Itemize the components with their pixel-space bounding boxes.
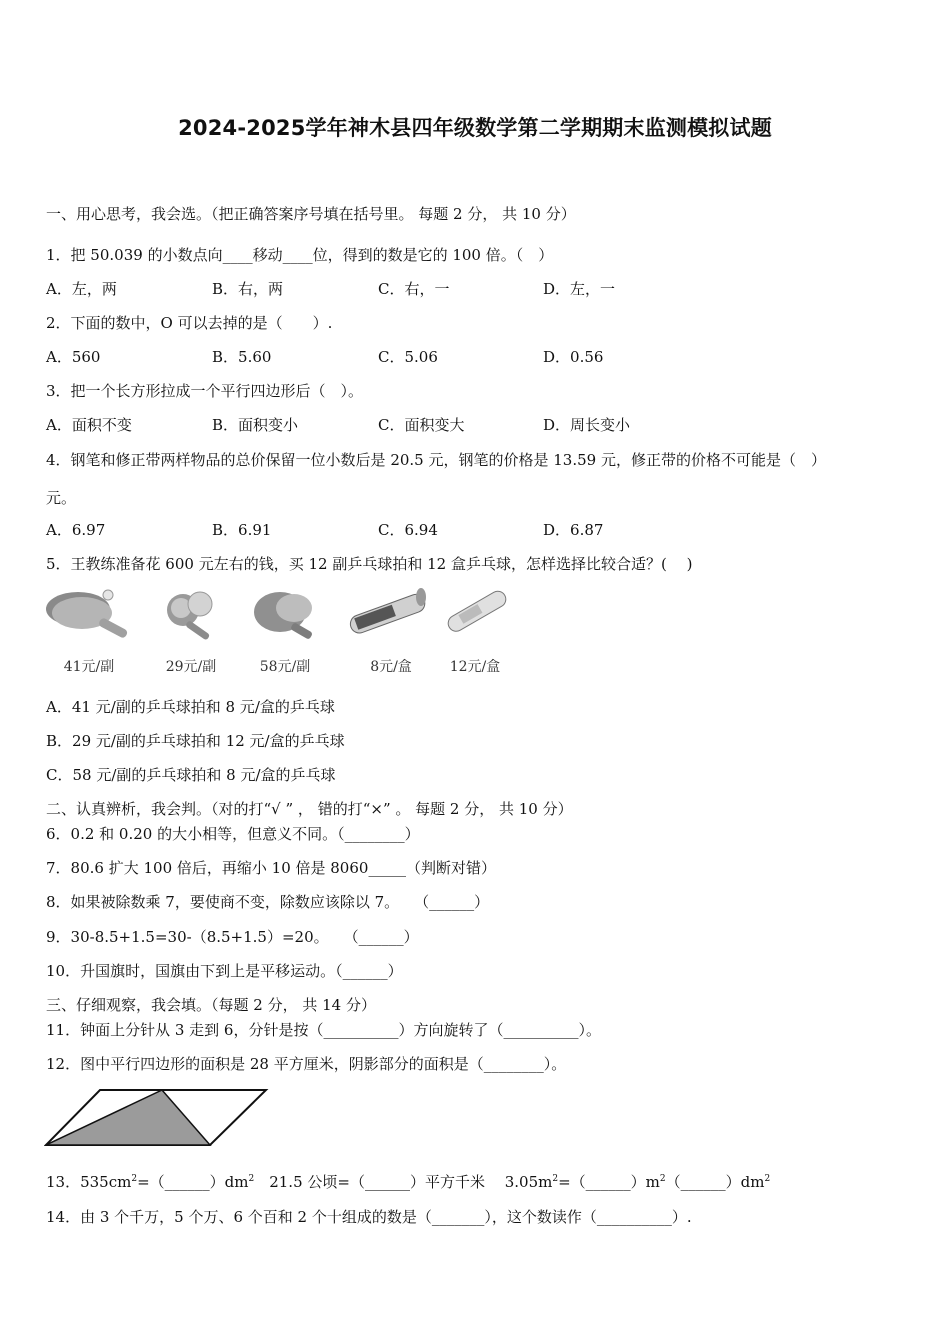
caption-paddle-41: 41元/副: [63, 659, 115, 675]
q3-option-d[interactable]: D．周长变小: [543, 416, 631, 434]
caption-paddle-29: 29元/副: [165, 659, 217, 675]
q4-option-a[interactable]: A．6.97: [46, 521, 106, 539]
question-6: 6．0.2 和 0.20 的大小相等，但意义不同。（________）: [46, 825, 420, 843]
q1-option-b[interactable]: B．右，两: [212, 280, 284, 298]
question-14: 14．由 3 个千万，5 个万、6 个百和 2 个十组成的数是（_______），这个数读作（__________）.: [46, 1208, 692, 1226]
q4-option-b[interactable]: B．6.91: [212, 521, 272, 539]
paddle-58-image: [250, 588, 325, 650]
paddle-29-image: [155, 588, 225, 650]
caption-ball-12: 12元/盒: [449, 659, 501, 675]
question-8: 8．如果被除数乘 7，要使商不变，除数应该除以 7。 （______）: [46, 893, 490, 911]
q2-option-a[interactable]: A．560: [46, 348, 101, 366]
ball-box-8-image: [345, 585, 430, 647]
q5-option-a[interactable]: A．41 元/副的乒乓球拍和 8 元/盒的乒乓球: [46, 698, 335, 716]
question-10: 10．升国旗时，国旗由下到上是平移运动。（______）: [46, 962, 403, 980]
parallelogram-figure: [44, 1088, 270, 1148]
question-2: 2．下面的数中，O 可以去掉的是（ ）.: [46, 314, 333, 332]
question-7: 7．80.6 扩大 100 倍后，再缩小 10 倍是 8060_____（判断对错）: [46, 859, 496, 877]
paddle-41-image: [42, 585, 137, 650]
question-1: 1．把 50.039 的小数点向____移动____位，得到的数是它的 100 倍。（ ）: [46, 246, 554, 264]
question-13: 13．$535cm^2=(\_\_\_\_\_\_)dm^2$ 21.5 公顷=（______）平方千米 $3.05m^2=(\_\_\_\_\_\_)m^2(\_\_\_\_\_\_)dm^2$: [46, 1173, 771, 1191]
q3-option-b[interactable]: B．面积变小: [212, 416, 299, 434]
q5-option-c[interactable]: C．58 元/副的乒乓球拍和 8 元/盒的乒乓球: [46, 766, 336, 784]
question-12: 12．图中平行四边形的面积是 28 平方厘米，阴影部分的面积是（________）。: [46, 1055, 567, 1073]
question-9: 9．30-8.5+1.5=30-（8.5+1.5）=20。 （______）: [46, 928, 419, 946]
q1-option-c[interactable]: C．右，一: [378, 280, 450, 298]
question-3: 3．把一个长方形拉成一个平行四边形后（ ）。: [46, 382, 364, 400]
q2-option-d[interactable]: D．0.56: [543, 348, 604, 366]
q2-option-b[interactable]: B．5.60: [212, 348, 272, 366]
q5-option-b[interactable]: B．29 元/副的乒乓球拍和 12 元/盒的乒乓球: [46, 732, 345, 750]
question-11: 11．钟面上分针从 3 走到 6，分针是按（__________）方向旋转了（__________）。: [46, 1021, 601, 1039]
question-4-continued: 元。: [46, 489, 77, 507]
q4-option-d[interactable]: D．6.87: [543, 521, 604, 539]
page-title: 2024-2025学年神木县四年级数学第二学期期末监测模拟试题: [178, 116, 772, 140]
question-4: 4．钢笔和修正带两样物品的总价保留一位小数后是 20.5 元，钢笔的价格是 13.59 元，修正带的价格不可能是（ ）: [46, 451, 826, 469]
question-5: 5．王教练准备花 600 元左右的钱，买 12 副乒乓球拍和 12 盒乒乓球，怎样选择比较合适？( ): [46, 555, 693, 573]
caption-ball-8: 8元/盒: [370, 659, 412, 675]
caption-paddle-58: 58元/副: [259, 659, 311, 675]
q2-option-c[interactable]: C．5.06: [378, 348, 438, 366]
section-1-heading: 一、用心思考，我会选。（把正确答案序号填在括号里。 每题 2 分， 共 10 分）: [46, 205, 576, 223]
q1-option-d[interactable]: D．左，一: [543, 280, 616, 298]
section-3-heading: 三、仔细观察，我会填。（每题 2 分， 共 14 分）: [46, 996, 376, 1014]
q1-option-a[interactable]: A．左，两: [46, 280, 117, 298]
ball-box-12-image: [440, 585, 515, 647]
q3-option-a[interactable]: A．面积不变: [46, 416, 132, 434]
section-2-heading: 二、认真辨析，我会判。（对的打“√ ” ， 错的打“×” 。 每题 2 分， 共 10 分）: [46, 800, 573, 818]
q3-option-c[interactable]: C．面积变大: [378, 416, 465, 434]
q4-option-c[interactable]: C．6.94: [378, 521, 438, 539]
